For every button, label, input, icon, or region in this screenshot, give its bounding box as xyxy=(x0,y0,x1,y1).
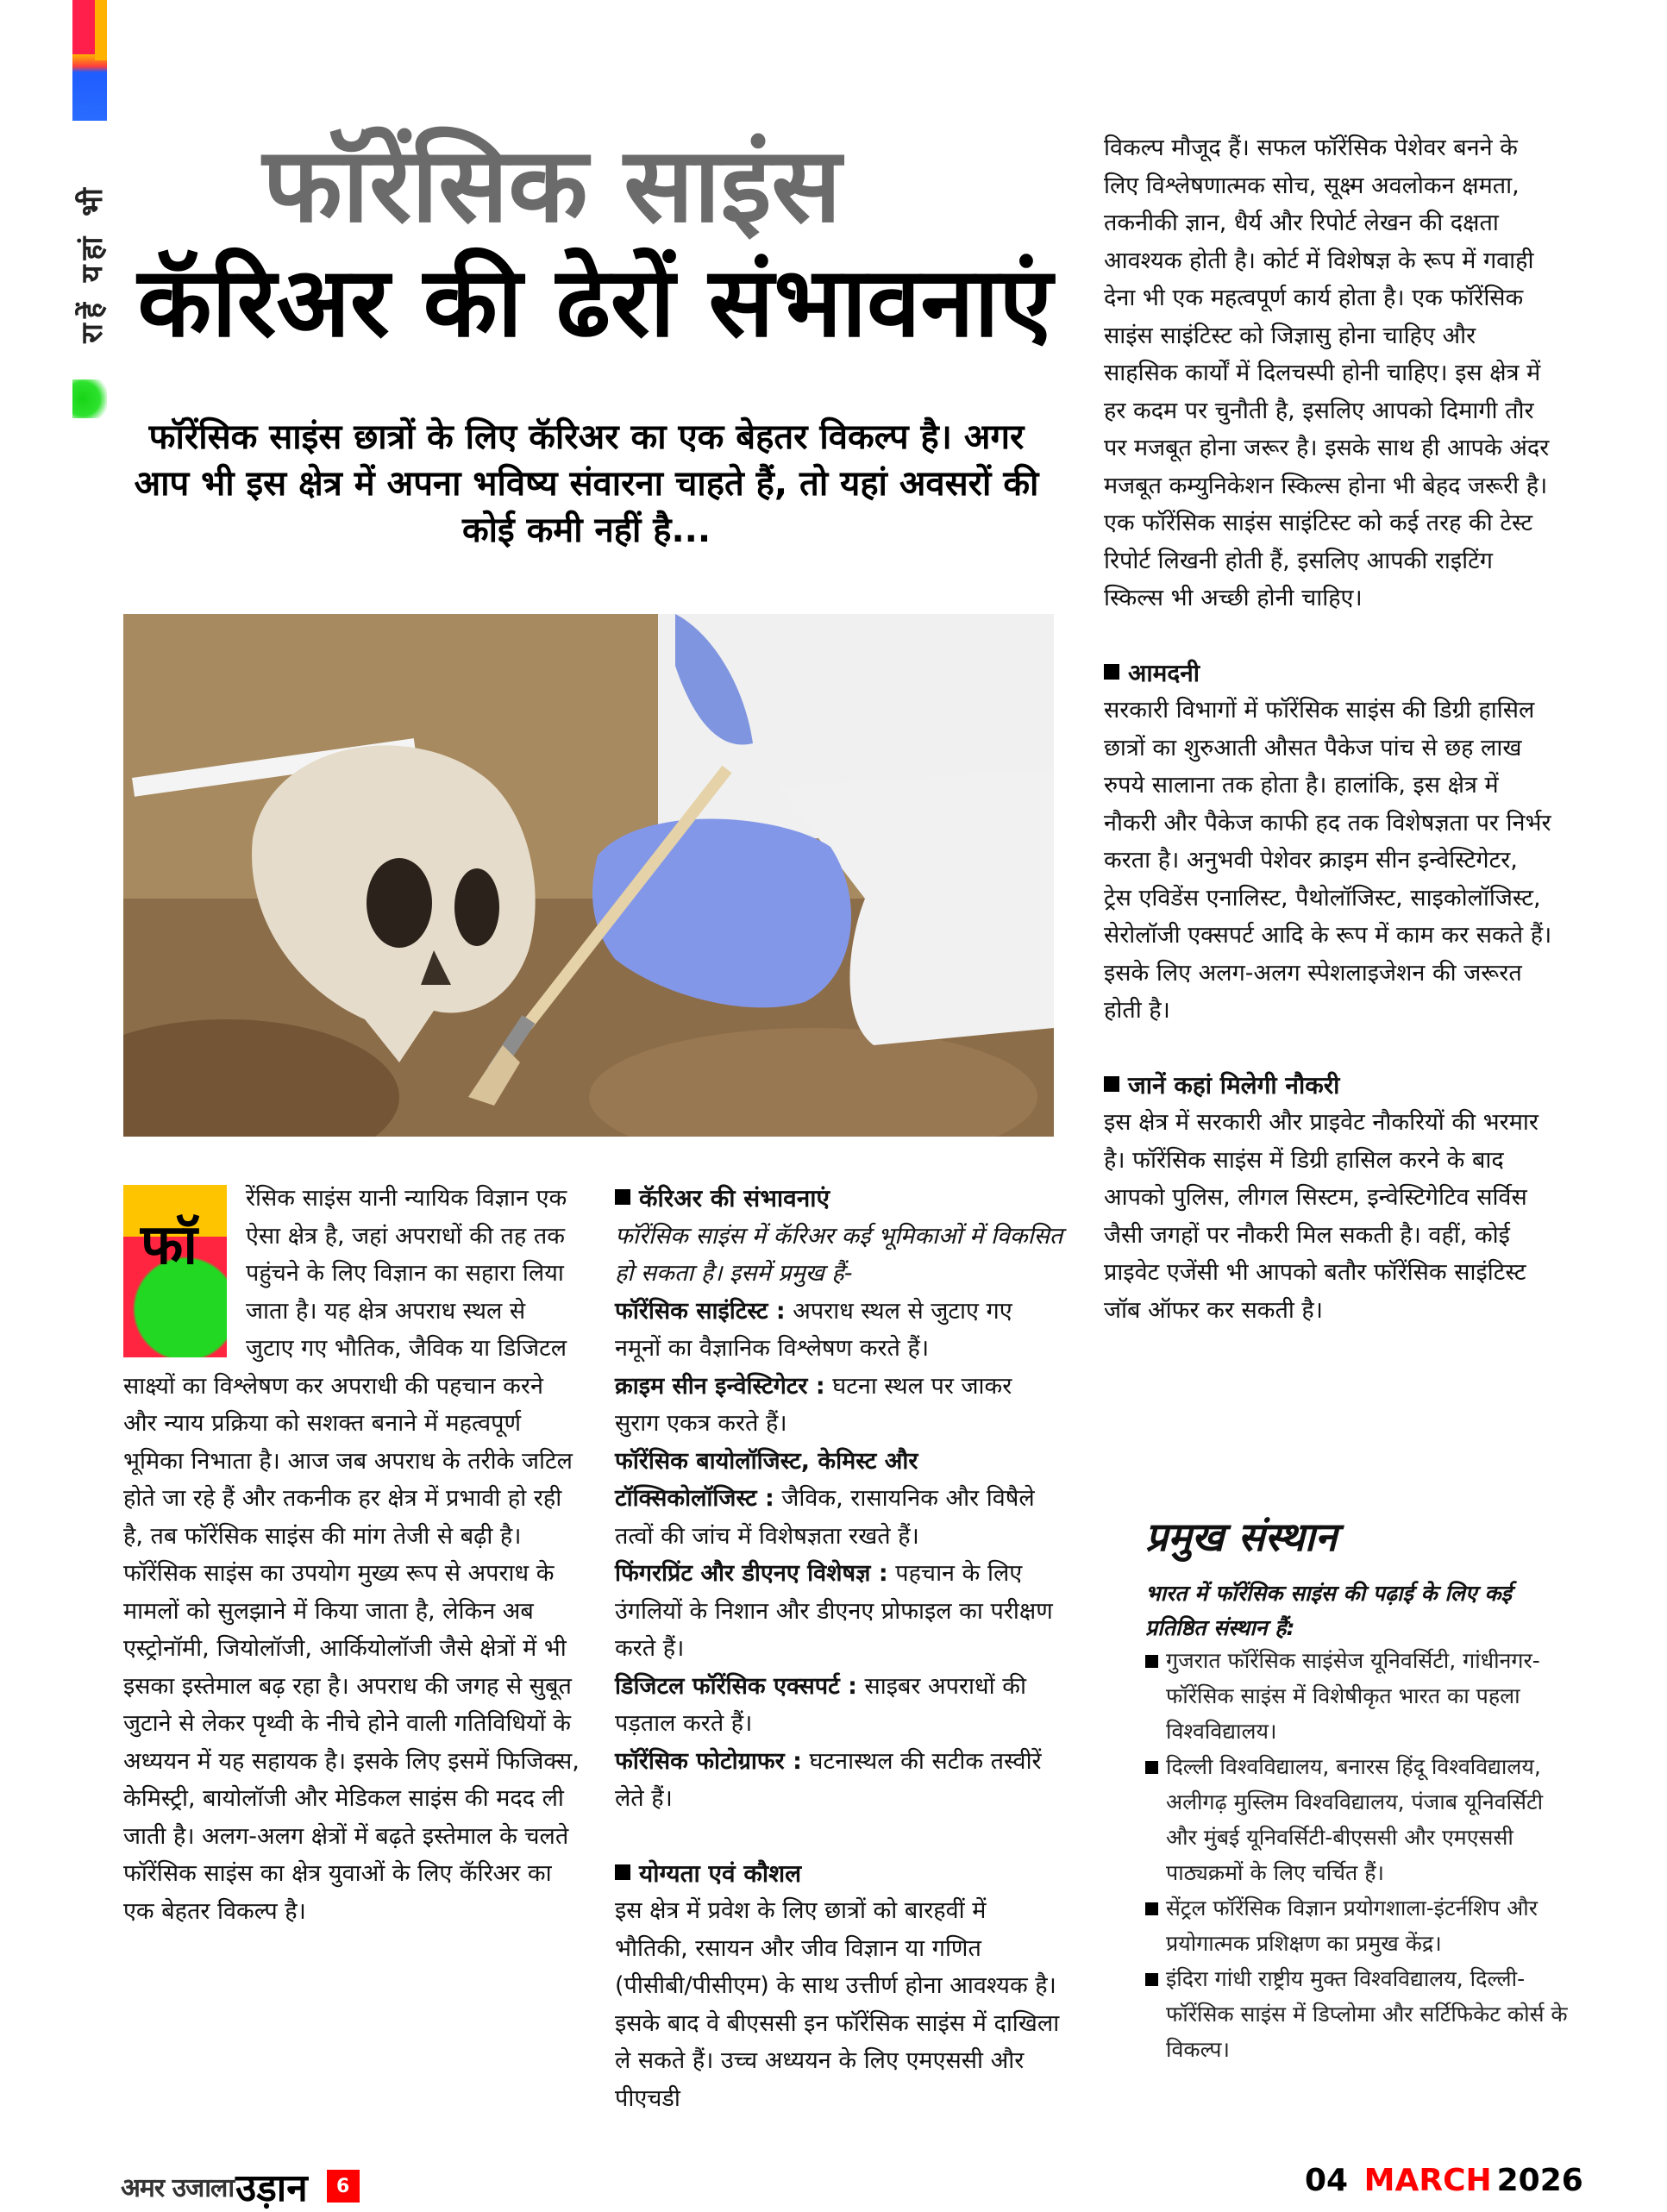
page-number-badge: 6 xyxy=(327,2170,360,2203)
income-heading xyxy=(1104,655,1552,692)
jobs-paragraph: इस क्षेत्र में सरकारी और प्राइवेट नौकरियों की भरमार है। फॉरेंसिक साइंस में डिग्री हासिल करने के बाद आपको पुलिस, लीगल सिस्टम, इन्वेस्टिगेटिव सर्विस जैसी जगहों पर नौकरी मिल सकती है। वहीं, कोई प्राइवेट एजेंसी भी आपको बतौर फॉरेंसिक साइंटिस्ट जॉब ऑफर कर सकती है। xyxy=(1104,1109,1539,1324)
brand-logo-supplement: उड़ान xyxy=(235,2166,308,2210)
role-title: डिजिटल फॉरेंसिक एक्सपर्ट : xyxy=(615,1672,857,1700)
role-description: पहचान के लिए उंगलियों के निशान और डीएनए प्रोफाइल का परीक्षण करते हैं। xyxy=(615,1560,1053,1662)
square-bullet-icon xyxy=(1104,664,1119,680)
career-role xyxy=(615,1293,1063,1368)
headline-line-1: फॉरेंसिक साइंस xyxy=(262,126,842,246)
income-heading-text: आमदनी xyxy=(1128,658,1200,687)
career-heading-text: कॅरिअर की संभावनाएं xyxy=(639,1184,830,1213)
eligibility-heading-text: योग्यता एवं कौशल xyxy=(639,1858,802,1888)
forensic-excavation-illustration xyxy=(123,614,1054,1137)
date-day: 04 xyxy=(1305,2163,1349,2198)
role-title: फिंगरप्रिंट और डीएनए विशेषज्ञ : xyxy=(615,1560,888,1587)
jobs-heading xyxy=(1104,1067,1552,1105)
article-column-career xyxy=(615,1180,1063,2117)
role-title: फॉरेंसिक बायोलॉजिस्ट, केमिस्ट और टॉक्सिकोलॉजिस्ट : xyxy=(615,1447,918,1512)
role-description: अपराध स्थल से जुटाए गए नमूनों का वैज्ञानिक विश्लेषण करते हैं। xyxy=(615,1297,1012,1362)
role-title: क्राइम सीन इन्वेस्टिगेटर : xyxy=(615,1372,825,1400)
section-label-text: राहें यहां भी xyxy=(75,183,110,343)
institute-item: इंदिरा गांधी राष्ट्रीय मुक्त विश्वविद्यालय, दिल्ली-फॉरेंसिक साइंस में डिप्लोमा और सर्टिफिकेट कोर्स के विकल्प। xyxy=(1145,1961,1568,2067)
career-role xyxy=(615,1743,1063,1818)
spacer xyxy=(615,1818,1063,1855)
standfirst: फॉरेंसिक साइंस छात्रों के लिए कॅरिअर का एक बेहतर विकल्प है। अगर आप भी इस क्षेत्र में अपना भविष्य संवारना चाहते हैं, तो यहां अवसरों की कोई कमी नहीं है... xyxy=(134,417,1039,550)
square-bullet-icon xyxy=(1104,1076,1119,1092)
role-description: घटनास्थल की सटीक तस्वीरें लेते हैं। xyxy=(615,1747,1042,1812)
career-role xyxy=(615,1368,1063,1443)
role-description: साइबर अपराधों की पड़ताल करते हैं। xyxy=(615,1672,1026,1737)
institute-item: गुजरात फॉरेंसिक साइंसेज यूनिवर्सिटी, गांधीनगर-फॉरेंसिक साइंस में विशेषीकृत भारत का पहला विश्वविद्यालय। xyxy=(1145,1643,1568,1749)
institute-item: सेंट्रल फॉरेंसिक विज्ञान प्रयोगशाला-इंटर्नशिप और प्रयोगात्मक प्रशिक्षण का प्रमुख केंद्र। xyxy=(1145,1890,1568,1961)
headline-line-2: कॅरिअर की ढेरों संभावनाएं xyxy=(137,247,1053,359)
eligibility-heading xyxy=(615,1855,1063,1893)
color-splash-decoration xyxy=(72,379,107,418)
intro-paragraph: रेंसिक साइंस यानी न्यायिक विज्ञान एक ऐसा क्षेत्र है, जहां अपराधों की तह तक पहुंचने के लिए विज्ञान का सहारा लिया जाता है। यह क्षेत्र अपराध स्थल से जुटाए गए भौतिक, जैविक या डिजिटल साक्ष्यों का विश्लेषण कर अपराधी की पहचान करने और न्याय प्रक्रिया को सशक्त बनाने में महत्वपूर्ण भूमिका निभाता है। आज जब अपराध के तरीके जटिल होते जा रहे हैं और तकनीक हर क्षेत्र में प्रभावी हो रही है, तब फॉरेंसिक साइंस की मांग तेजी से बढ़ी है। फॉरेंसिक साइंस का उपयोग मुख्य रूप से अपराध के मामलों को सुलझाने में किया जाता है, लेकिन अब एस्ट्रोनॉमी, जियोलॉजी, आर्कियोलॉजी जैसे क्षेत्रों में भी इसका इस्तेमाल बढ़ रहा है। अपराध की जगह से सुबूत जुटाने से लेकर पृथ्वी के नीचे होने वाली गतिविधियों के अध्ययन में यह सहायक है। इसके लिए इसमें फिजिक्स, केमिस्ट्री, बायोलॉजी और मेडिकल साइंस की मदद ली जाती है। अलग-अलग क्षेत्रों में बढ़ते इस्तेमाल के चलते फॉरेंसिक साइंस का क्षेत्र युवाओं के लिए कॅरिअर का एक बेहतर विकल्प है। xyxy=(123,1185,580,1925)
institutes-list xyxy=(1145,1643,1568,2067)
jobs-heading-text: जानें कहां मिलेगी नौकरी xyxy=(1128,1070,1340,1100)
date-year: 2026 xyxy=(1496,2163,1583,2198)
square-bullet-icon xyxy=(615,1864,630,1880)
career-role xyxy=(615,1443,1063,1556)
date-month: MARCH xyxy=(1363,2163,1492,2198)
career-role xyxy=(615,1668,1063,1743)
role-description: घटना स्थल पर जाकर सुराग एकत्र करते हैं। xyxy=(615,1372,1012,1437)
institute-item: दिल्ली विश्वविद्यालय, बनारस हिंदू विश्वविद्यालय, अलीगढ़ मुस्लिम विश्वविद्यालय, पंजाब यूनिवर्सिटी और मुंबई यूनिवर्सिटी-बीएससी और एमएससी पाठ्यक्रमों के लिए चर्चित हैं। xyxy=(1145,1749,1568,1890)
brand-logo-main: अमर उजाला xyxy=(121,2172,235,2203)
income-paragraph: सरकारी विभागों में फॉरेंसिक साइंस की डिग्री हासिल छात्रों का शुरुआती औसत पैकेज पांच से छह लाख रुपये सालाना तक होता है। हालांकि, इस क्षेत्र में नौकरी और पैकेज काफी हद तक विशेषज्ञता पर निर्भर करता है। अनुभवी पेशेवर क्राइम सीन इन्वेस्टिगेटर, ट्रेस एविडेंस एनालिस्ट, पैथोलॉजिस्ट, साइकोलॉजिस्ट, सेरोलॉजी एक्सपर्ट आदि के रूप में काम कर सकते हैं। इसके लिए अलग-अलग स्पेशलाइजेशन की जरूरत होती है। xyxy=(1104,697,1552,1024)
article-column-continued xyxy=(1104,129,1552,1329)
square-bullet-icon xyxy=(615,1189,630,1205)
issue-date xyxy=(1305,2163,1583,2198)
role-title: फॉरेंसिक साइंटिस्ट : xyxy=(615,1297,786,1325)
role-description: जैविक, रासायनिक और विषैले तत्वों की जांच में विशेषज्ञता रखते हैं। xyxy=(615,1485,1035,1550)
color-splash-decoration xyxy=(72,0,107,121)
institutes-intro: भारत में फॉरेंसिक साइंस की पढ़ाई के लिए कई प्रतिष्ठित संस्थान हैं: xyxy=(1145,1581,1512,1640)
section-label xyxy=(52,134,129,392)
footer-brand xyxy=(121,2160,360,2212)
article-photo xyxy=(123,614,1054,1137)
career-intro: फॉरेंसिक साइंस में कॅरिअर कई भूमिकाओं में विकसित हो सकता है। इसमें प्रमुख हैं- xyxy=(615,1222,1063,1287)
article-column-intro xyxy=(123,1180,580,1930)
spacer xyxy=(1104,617,1552,655)
spacer xyxy=(1104,1030,1552,1067)
dropcap-letter: फॉ xyxy=(141,1213,197,1277)
career-heading xyxy=(615,1180,1063,1218)
role-title: फॉरेंसिक फोटोग्राफर : xyxy=(615,1747,802,1775)
continued-paragraph: विकल्प मौजूद हैं। सफल फॉरेंसिक पेशेवर बनने के लिए विश्लेषणात्मक सोच, सूक्ष्म अवलोकन क्षमता, तकनीकी ज्ञान, धैर्य और रिपोर्ट लेखन की दक्षता आवश्यक होती है। कोर्ट में विशेषज्ञ के रूप में गवाही देना भी एक महत्वपूर्ण कार्य होता है। एक फॉरेंसिक साइंस साइंटिस्ट को जिज्ञासु होना चाहिए और साहसिक कार्यों में दिलचस्पी होनी चाहिए। इस क्षेत्र में हर कदम पर चुनौती है, इसलिए आपको दिमागी तौर पर मजबूत होना जरूर है। इसके साथ ही आपके अंदर मजबूत कम्युनिकेशन स्किल्स होना भी बेहद जरूरी है। एक फॉरेंसिक साइंस साइंटिस्ट को कई तरह की टेस्ट रिपोर्ट लिखनी होती हैं, इसलिए आपकी राइटिंग स्किल्स भी अच्छी होनी चाहिए। xyxy=(1104,135,1550,611)
eligibility-paragraph: इस क्षेत्र में प्रवेश के लिए छात्रों को बारहवीं में भौतिकी, रसायन और जीव विज्ञान या गणित (पीसीबी/पीसीएम) के साथ उत्तीर्ण होना आवश्यक है। इसके बाद वे बीएससी इन फॉरेंसिक साइंस में दाखिला ले सकते हैं। उच्च अध्ययन के लिए एमएससी और पीएचडी xyxy=(615,1897,1060,2112)
dropcap-decoration xyxy=(123,1185,227,1357)
career-role xyxy=(615,1555,1063,1668)
institutes-title: प्रमुख संस्थान xyxy=(1145,1513,1338,1560)
